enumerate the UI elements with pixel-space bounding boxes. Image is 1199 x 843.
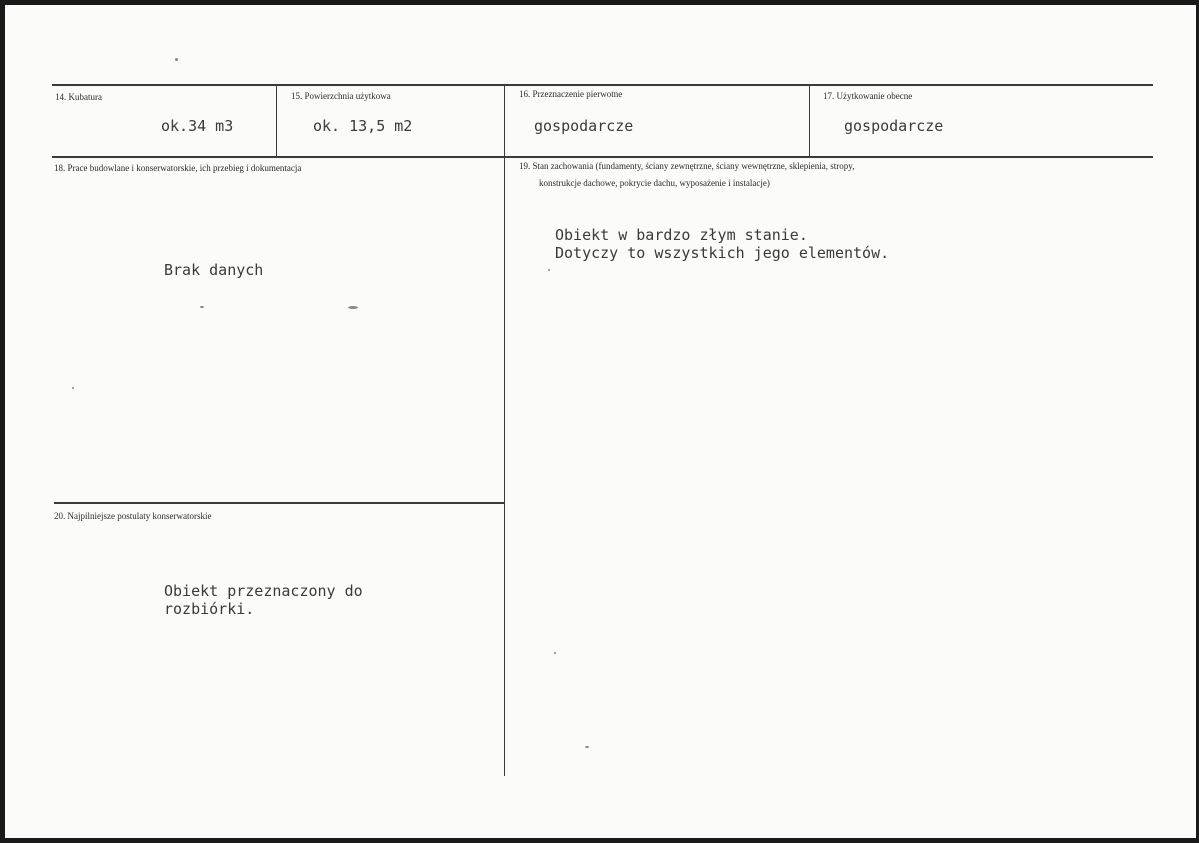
field-19-label-line1: 19. Stan zachowania (fundamenty, ściany zewnętrzne, ściany wewnętrzne, sklepienia, stropy, [519,161,855,171]
field-19-value-line2: Dotyczy to wszystkich jego elementów. [555,244,890,262]
field-20-value-line2: rozbiórki. [164,600,255,618]
field-20-value-line1: Obiekt przeznaczony do [164,582,363,600]
field-15-label: 15. Powierzchnia użytkowa [291,91,391,101]
field-19-label-line2: konstrukcje dachowe, pokrycie dachu, wyposażenie i instalacje) [539,178,770,188]
scan-speck [585,746,589,748]
scan-speck [348,306,358,309]
scan-speck [548,269,550,271]
scan-speck [200,306,204,308]
field-17-value: gospodarcze [844,117,944,135]
inventory-card [5,5,1196,838]
field-19-value-line1: Obiekt w bardzo złym stanie. [555,226,808,244]
field-18-value: Brak danych [164,261,264,279]
scan-speck [72,387,74,389]
divider-16-17 [809,86,810,156]
divider-15-16 [504,86,505,776]
field-14-label: 14. Kubatura [55,92,102,102]
scan-speck [554,652,556,654]
field-18-label: 18. Prace budowlane i konserwatorskie, ich przebieg i dokumentacja [54,163,302,173]
field-20-label: 20. Najpilniejsze postulaty konserwatorskie [54,511,212,521]
scan-speck [175,58,178,61]
section-20-rule [54,502,504,504]
field-16-value: gospodarcze [534,117,634,135]
divider-14-15 [276,86,277,156]
field-17-label: 17. Użytkowanie obecne [823,91,913,101]
middle-rule [52,156,1153,158]
top-rule [52,84,1153,86]
field-16-label: 16. Przeznaczenie pierwotne [519,89,623,99]
field-15-value: ok. 13,5 m2 [313,117,413,135]
field-14-value: ok.34 m3 [161,117,234,135]
